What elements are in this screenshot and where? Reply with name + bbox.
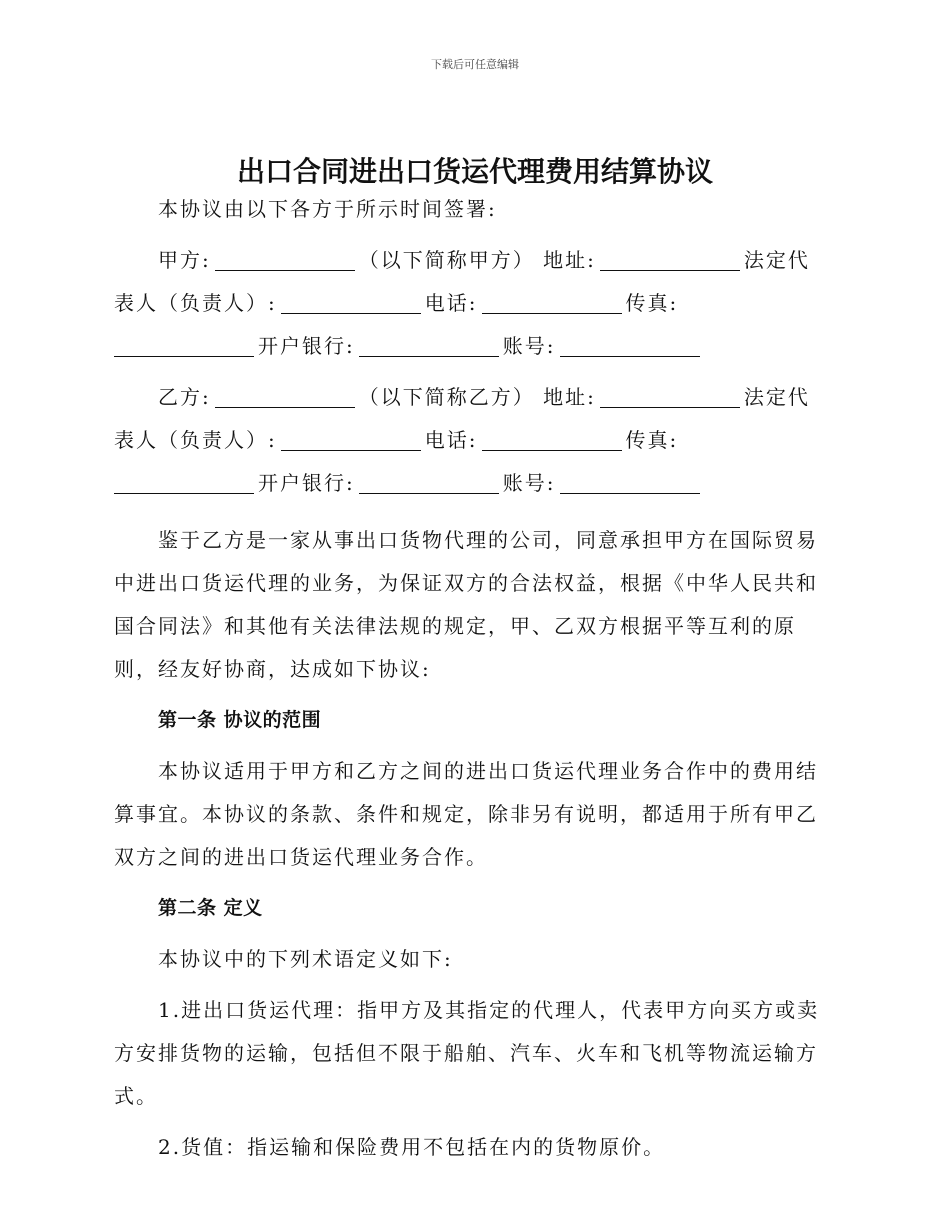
article-2-intro: 本协议中的下列术语定义如下: [158, 947, 453, 971]
party-a-fax-field[interactable] [114, 336, 254, 357]
preamble-paragraph: 鉴于乙方是一家从事出口货物代理的公司，同意承担甲方在国际贸易中进出口货运代理的业务，为保证双方的合法权益，根据《中华人民共和国合同法》和其他有关法律法规的规定，甲、乙双方根据平等互利的原则，经友好协商，达成如下协议: [114, 528, 818, 681]
party-b-line-2 [114, 419, 830, 462]
party-a-phone-label: 电话: [424, 291, 478, 315]
party-a-legal-rep-label-1: 法定代 [743, 248, 810, 272]
party-a-legal-rep-label-2: 表人（负责人）: [114, 291, 277, 315]
document-body [114, 188, 830, 1169]
party-b-bank-label: 开户银行: [258, 471, 355, 495]
party-b-name-field[interactable] [215, 387, 355, 408]
party-a-account-field[interactable] [560, 336, 700, 357]
page-header-note: 下载后可任意编辑 [431, 58, 519, 71]
article-2-item-2: 2.货值：指运输和保险费用不包括在内的货物原价。 [158, 1135, 666, 1159]
party-b-line-1 [114, 376, 830, 419]
party-b-fax-label: 传真: [625, 428, 679, 452]
party-a-bank-field[interactable] [359, 336, 499, 357]
party-b-address-field[interactable] [600, 387, 740, 408]
party-b-alias: （以下简称乙方） [358, 385, 535, 409]
party-b-bank-field[interactable] [359, 473, 499, 494]
party-a-address-label: 地址: [543, 248, 596, 272]
party-a-line-3 [114, 325, 830, 368]
document-title: 出口合同进出口货运代理费用结算协议 [236, 155, 713, 188]
party-a-bank-label: 开户银行: [258, 334, 355, 358]
party-b-legal-rep-field[interactable] [281, 430, 421, 451]
article-2-heading: 第二条 定义 [158, 897, 263, 919]
party-b-account-field[interactable] [560, 473, 700, 494]
party-b-fax-field[interactable] [114, 473, 254, 494]
party-a-account-label: 账号: [502, 334, 556, 358]
party-a-label: 甲方: [158, 248, 211, 272]
party-a-legal-rep-field[interactable] [281, 293, 421, 314]
party-a-line-1 [114, 239, 830, 282]
party-a-alias: （以下简称甲方） [358, 248, 535, 272]
party-a-phone-field[interactable] [482, 293, 622, 314]
party-b-account-label: 账号: [502, 471, 556, 495]
party-b-line-3 [114, 462, 830, 505]
article-1-body: 本协议适用于甲方和乙方之间的进出口货运代理业务合作中的费用结算事宜。本协议的条款、条件和规定，除非另有说明，都适用于所有甲乙双方之间的进出口货运代理业务合作。 [114, 759, 818, 869]
party-a-name-field[interactable] [215, 250, 355, 271]
party-a-block [114, 239, 830, 368]
article-1-heading: 第一条 协议的范围 [158, 709, 322, 731]
party-b-phone-field[interactable] [482, 430, 622, 451]
party-b-legal-rep-label-1: 法定代 [743, 385, 810, 409]
party-a-fax-label: 传真: [625, 291, 679, 315]
party-b-legal-rep-label-2: 表人（负责人）: [114, 428, 277, 452]
party-b-phone-label: 电话: [424, 428, 478, 452]
party-b-block [114, 376, 830, 505]
article-2-item-1: 1.进出口货运代理：指甲方及其指定的代理人，代表甲方向买方或卖方安排货物的运输，包括但不限于船舶、汽车、火车和飞机等物流运输方式。 [114, 998, 820, 1108]
party-b-address-label: 地址: [543, 385, 596, 409]
party-a-line-2 [114, 282, 830, 325]
party-a-address-field[interactable] [600, 250, 740, 271]
party-b-label: 乙方: [158, 385, 211, 409]
intro-paragraph: 本协议由以下各方于所示时间签署: [158, 197, 497, 221]
